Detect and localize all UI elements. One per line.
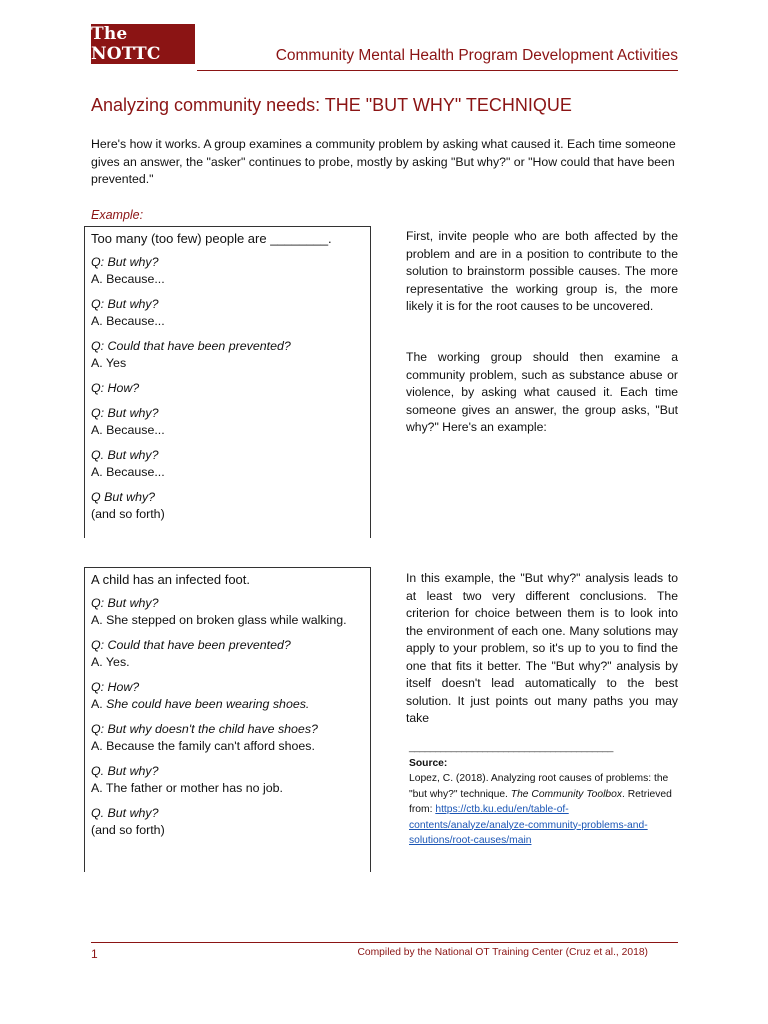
source-link[interactable]: https://ctb.ku.edu/en/table-of-contents/analyze/analyze-community-problems-and-solutions/root-causes/main — [409, 804, 648, 846]
box1-answer: A. Because... — [91, 314, 165, 328]
section-title: Analyzing community needs: THE "BUT WHY" TECHNIQUE — [91, 95, 572, 115]
box1-question: Q: But why? — [91, 255, 159, 269]
box2-answer: A. Yes. — [91, 655, 130, 669]
box2-answer: A. She stepped on broken glass while walking. — [91, 613, 347, 627]
source-citation: Lopez, C. (2018). Analyzing root causes of problems: the "but why?" technique. The Community Toolbox. Retrieved from: https://ctb.ku.edu/en/table-of-contents/analyze/analyze-community-problems-and-solutions/root-causes/main — [409, 773, 672, 846]
box2-question: Q: How? — [91, 680, 140, 694]
box2-question: Q. But why? — [91, 764, 159, 778]
nottc-logo: The NOTTC — [91, 24, 195, 64]
box1-question: Q But why? — [91, 490, 156, 504]
example-label: Example: — [91, 208, 144, 222]
source-journal: The Community Toolbox — [510, 788, 623, 800]
source-retrieved: Retrieved from: — [409, 788, 672, 815]
box2-question: Q: Could that have been prevented? — [91, 638, 291, 652]
box1-answer: A. Yes — [91, 356, 127, 370]
footer-credit: Compiled by the National OT Training Center (Cruz et al., 2018) — [357, 947, 648, 958]
page-number: 1 — [91, 947, 98, 961]
box1-question: Q: How? — [91, 381, 140, 395]
paragraph-conclusion: In this example, the "But why?" analysis leads to at least two very different conclusions. The criterion for choice between them is to look into the environment of each one. Many solutions may apply to your problem, so it's up to you to find the one that fits it better. The "But why?" analysis by itself doesn't lead automatically to the best solution. It just points out many paths you may take — [406, 571, 678, 725]
box1-question: Q: But why? — [91, 406, 159, 420]
paragraph-invite: First, invite people who are both affected by the problem and are in a position to contribute to the solution to brainstorm possible causes. The more representative the working group is, the more likely it is for the root causes to be uncovered. — [406, 229, 678, 313]
box1-question: Q: But why? — [91, 297, 159, 311]
box2-answer — [85, 696, 370, 713]
box1-answer: A. Because... — [91, 423, 165, 437]
box2-lead: A child has an infected foot. — [91, 572, 250, 587]
source-note — [409, 740, 679, 849]
header-divider — [197, 70, 678, 71]
header-title: Community Mental Health Program Development Activities — [275, 47, 678, 64]
box1-lead: Too many (too few) people are ________. — [91, 231, 332, 246]
box1-answer: A. Because... — [91, 272, 165, 286]
source-divider: _______________________________________ — [409, 742, 613, 753]
box2-end: (and so forth) — [91, 823, 165, 837]
box2-question: Q. But why? — [91, 806, 159, 820]
box2-answer: A. The father or mother has no job. — [91, 781, 283, 795]
example-box-generic — [84, 226, 371, 538]
box1-question: Q. But why? — [91, 448, 159, 462]
source-citation-text: Lopez, C. (2018). Analyzing root causes of problems: the "but why?" technique. — [409, 773, 669, 800]
paragraph-working-group: The working group should then examine a community problem, such as substance abuse or violence, by asking what caused it. Each time someone gives an answer, the group asks, "But why?" Here's an example: — [406, 350, 678, 434]
source-label: Source: — [409, 757, 448, 769]
box2-answer-prefix: A. — [91, 697, 107, 711]
box2-question: Q: But why doesn't the child have shoes? — [91, 722, 318, 736]
box1-question: Q: Could that have been prevented? — [91, 339, 291, 353]
intro-paragraph: Here's how it works. A group examines a community problem by asking what caused it. Each time someone gives an answer, the "asker" continues to probe, mostly by asking "But why?" or "How could that have been prevented." — [91, 137, 676, 186]
box2-answer: A. Because the family can't afford shoes. — [91, 739, 315, 753]
example-box-child — [84, 567, 371, 872]
box2-answer-italic: She could have been wearing shoes. — [106, 697, 310, 711]
box2-question: Q: But why? — [91, 596, 159, 610]
box1-end: (and so forth) — [91, 507, 165, 521]
footer-divider — [91, 942, 678, 943]
box1-answer: A. Because... — [91, 465, 165, 479]
